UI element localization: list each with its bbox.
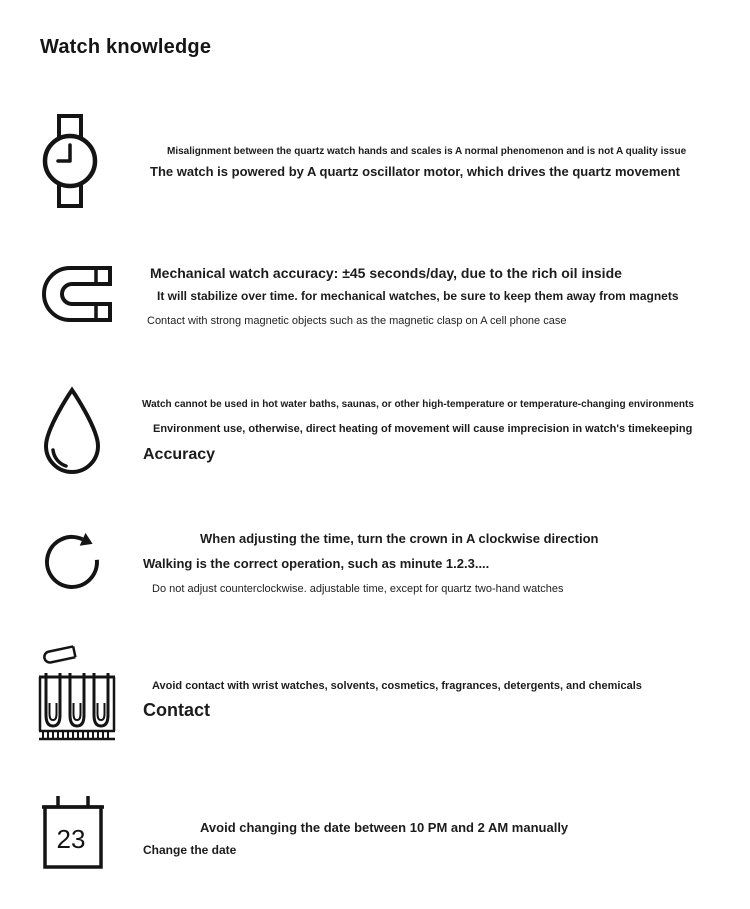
text-line: Contact — [143, 700, 210, 720]
section-text — [140, 679, 744, 721]
section-text — [140, 531, 744, 596]
magnet-icon — [40, 262, 114, 326]
text-line: Contact with strong magnetic objects such as the magnetic clasp on A cell phone case — [147, 315, 567, 327]
text-line: Walking is the correct operation, such as minute 1.2.3.... — [143, 556, 490, 571]
text-line: Avoid changing the date between 10 PM and 2 AM manually — [200, 820, 569, 835]
text-line: Change the date — [143, 843, 237, 857]
calendar-day-number: 23 — [56, 824, 86, 854]
text-line: Watch cannot be used in hot water baths, saunas, or other high-temperature or temperature-changing environments — [142, 399, 694, 410]
test-tubes-icon — [37, 643, 117, 747]
section-text — [140, 820, 744, 858]
section-text — [140, 399, 744, 464]
text-line: The watch is powered by A quartz oscillator motor, which drives the quartz movement — [150, 164, 680, 179]
section-text — [140, 146, 744, 180]
text-line: Avoid contact with wrist watches, solvents, cosmetics, fragrances, detergents, and chemicals — [152, 680, 642, 692]
text-line: When adjusting the time, turn the crown in A clockwise direction — [200, 531, 599, 546]
text-line: Accuracy — [143, 446, 216, 463]
text-line: It will stabilize over time. for mechanical watches, be sure to keep them away from magnets — [157, 289, 679, 303]
water-drop-icon — [40, 384, 104, 480]
section-text — [140, 265, 744, 328]
text-line: Do not adjust counterclockwise. adjustable time, except for quartz two-hand watches — [152, 583, 564, 595]
text-line: Mechanical watch accuracy: ±45 seconds/day, due to the rich oil inside — [150, 265, 622, 281]
text-line: Environment use, otherwise, direct heating of movement will cause imprecision in watch's timekeeping — [153, 423, 693, 435]
page-title: Watch knowledge — [40, 36, 212, 58]
text-line: Misalignment between the quartz watch hands and scales is A normal phenomenon and is not A quality issue — [167, 146, 687, 157]
calendar-icon — [40, 793, 106, 871]
clockwise-arrow-icon — [40, 524, 106, 594]
wristwatch-icon — [42, 112, 98, 210]
